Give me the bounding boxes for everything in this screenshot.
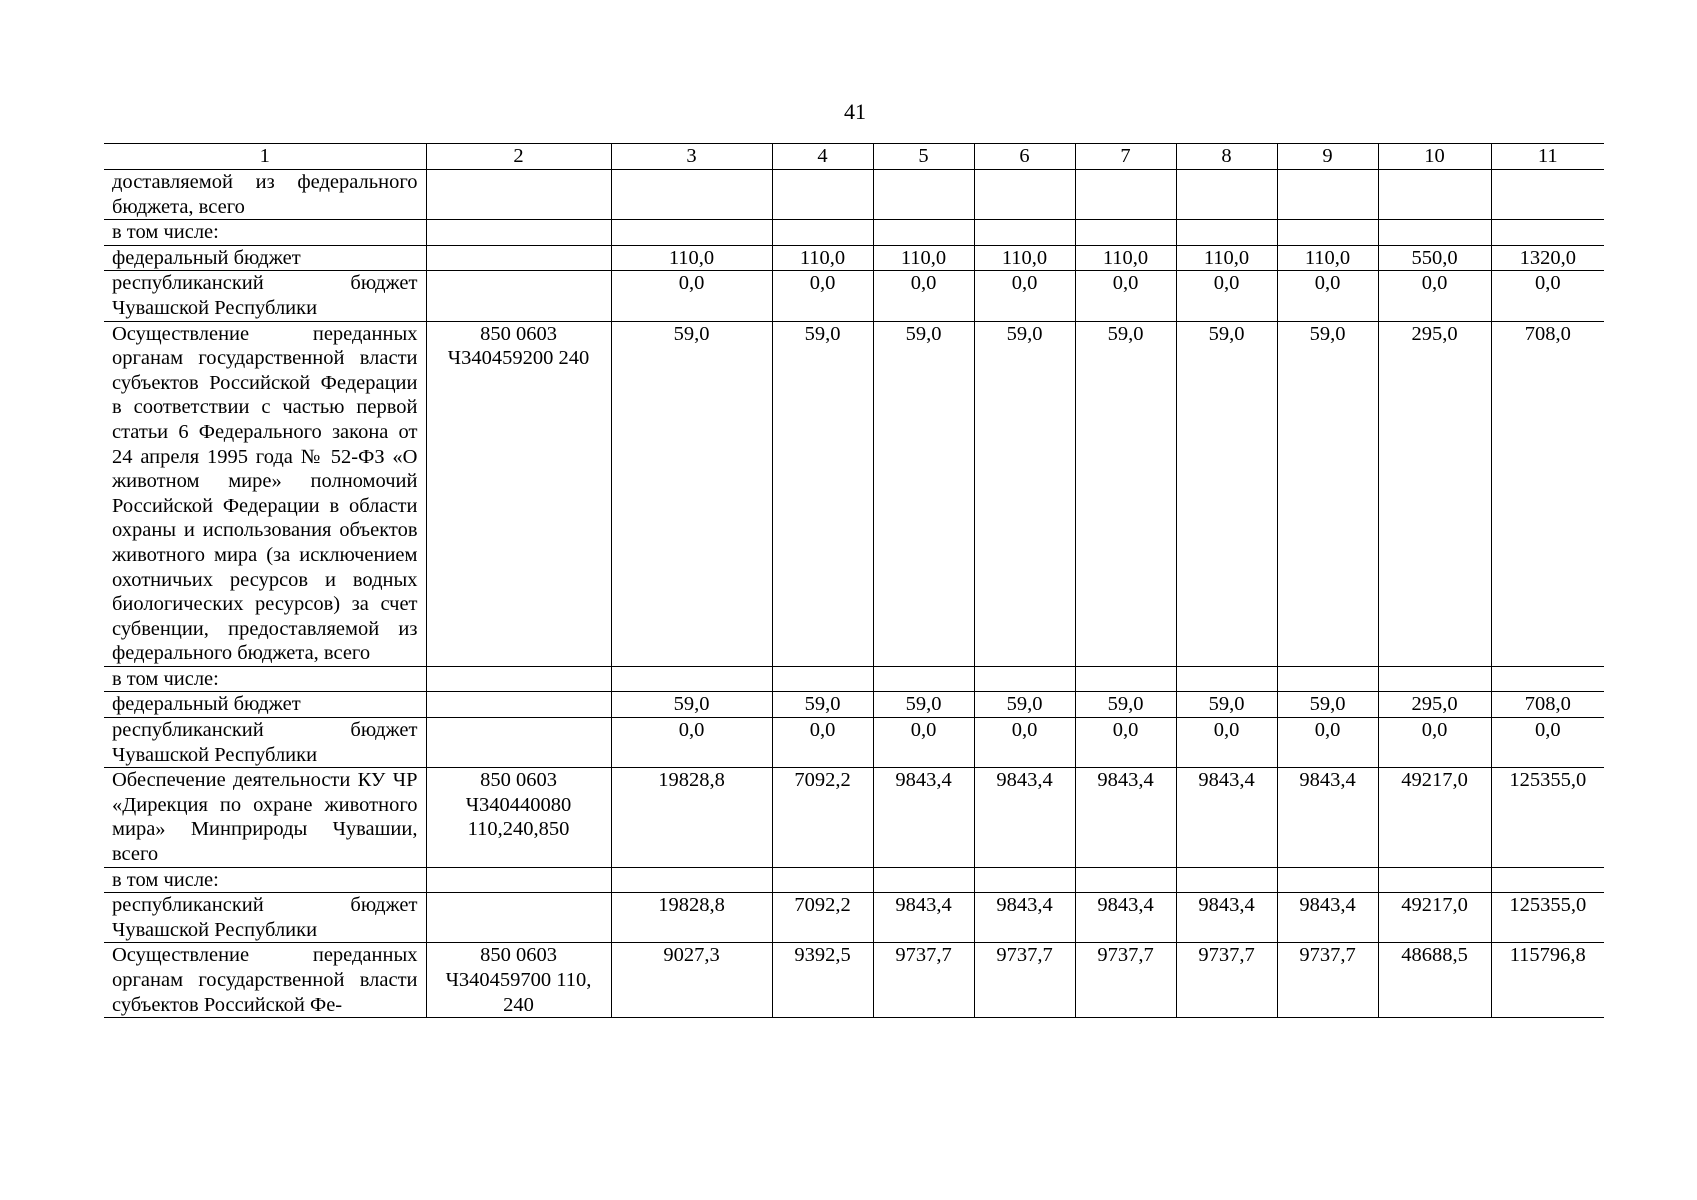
value-cell: 19828,8 (611, 893, 772, 943)
value-cell (1075, 220, 1176, 246)
table-row (104, 170, 1604, 220)
value-cell: 59,0 (1277, 321, 1378, 666)
value-cell: 9843,4 (1277, 893, 1378, 943)
value-cell: 59,0 (772, 692, 873, 718)
value-cell: 0,0 (974, 718, 1075, 768)
value-cell: 0,0 (1378, 718, 1491, 768)
value-cell: 110,0 (873, 245, 974, 271)
budget-code (426, 245, 611, 271)
table-row (104, 692, 1604, 718)
value-cell: 59,0 (1277, 692, 1378, 718)
value-cell: 9843,4 (1176, 768, 1277, 867)
column-header: 2 (426, 144, 611, 170)
value-cell: 9392,5 (772, 943, 873, 1018)
row-label: в том числе: (104, 666, 426, 692)
column-header: 7 (1075, 144, 1176, 170)
table-row (104, 321, 1604, 666)
value-cell: 1320,0 (1491, 245, 1604, 271)
value-cell: 9737,7 (1277, 943, 1378, 1018)
value-cell: 49217,0 (1378, 768, 1491, 867)
value-cell: 110,0 (1075, 245, 1176, 271)
value-cell: 0,0 (772, 718, 873, 768)
value-cell (873, 170, 974, 220)
value-cell: 550,0 (1378, 245, 1491, 271)
value-cell: 59,0 (772, 321, 873, 666)
row-label: республиканский бюджет Чувашской Республики (104, 718, 426, 768)
value-cell (1277, 170, 1378, 220)
value-cell: 9843,4 (873, 768, 974, 867)
value-cell: 59,0 (1176, 692, 1277, 718)
value-cell: 110,0 (1277, 245, 1378, 271)
value-cell: 59,0 (974, 321, 1075, 666)
value-cell (1491, 867, 1604, 893)
value-cell: 48688,5 (1378, 943, 1491, 1018)
row-label: Осуществление переданных органам государственной власти субъектов Российской Федерации в соответствии с частью первой статьи 6 Федерального закона от 24 апреля 1995 года № 52-ФЗ «О животном мире» полномочий Российской Федерации в области охраны и использования объектов животного мира (за исключением охотничьих ресурсов и водных биологических ресурсов) за счет субвенции, предоставляемой из федерального бюджета, всего (104, 321, 426, 666)
row-label: республиканский бюджет Чувашской Республики (104, 271, 426, 321)
value-cell (1378, 666, 1491, 692)
column-header: 9 (1277, 144, 1378, 170)
value-cell (974, 220, 1075, 246)
value-cell: 0,0 (772, 271, 873, 321)
value-cell: 9027,3 (611, 943, 772, 1018)
row-label: доставляемой из федерального бюджета, всего (104, 170, 426, 220)
budget-code (426, 271, 611, 321)
row-label: Осуществление переданных органам государственной власти субъектов Российской Фе- (104, 943, 426, 1018)
value-cell: 0,0 (1075, 718, 1176, 768)
value-cell: 19828,8 (611, 768, 772, 867)
value-cell (873, 666, 974, 692)
value-cell (611, 867, 772, 893)
value-cell: 0,0 (873, 271, 974, 321)
value-cell: 0,0 (611, 718, 772, 768)
value-cell (974, 867, 1075, 893)
budget-code (426, 867, 611, 893)
value-cell (974, 666, 1075, 692)
budget-table (104, 143, 1604, 1018)
value-cell: 7092,2 (772, 768, 873, 867)
value-cell (1176, 220, 1277, 246)
value-cell (1491, 220, 1604, 246)
value-cell (974, 170, 1075, 220)
value-cell: 59,0 (1176, 321, 1277, 666)
value-cell (772, 666, 873, 692)
value-cell (1277, 220, 1378, 246)
value-cell: 295,0 (1378, 692, 1491, 718)
budget-code (426, 666, 611, 692)
table-row (104, 666, 1604, 692)
value-cell: 59,0 (873, 321, 974, 666)
value-cell (1491, 666, 1604, 692)
column-header: 11 (1491, 144, 1604, 170)
value-cell: 110,0 (772, 245, 873, 271)
value-cell: 59,0 (611, 692, 772, 718)
budget-code (426, 692, 611, 718)
value-cell (1176, 170, 1277, 220)
column-header: 1 (104, 144, 426, 170)
value-cell: 110,0 (611, 245, 772, 271)
value-cell: 110,0 (974, 245, 1075, 271)
row-label: в том числе: (104, 867, 426, 893)
value-cell: 59,0 (873, 692, 974, 718)
value-cell (772, 170, 873, 220)
value-cell (1378, 170, 1491, 220)
value-cell (1491, 170, 1604, 220)
value-cell: 295,0 (1378, 321, 1491, 666)
value-cell: 9843,4 (1075, 768, 1176, 867)
value-cell: 59,0 (611, 321, 772, 666)
value-cell: 708,0 (1491, 321, 1604, 666)
row-label: в том числе: (104, 220, 426, 246)
value-cell: 708,0 (1491, 692, 1604, 718)
table-row (104, 943, 1604, 1018)
budget-code: 850 0603 Ч340459200 240 (426, 321, 611, 666)
value-cell: 9843,4 (1277, 768, 1378, 867)
value-cell (1176, 666, 1277, 692)
column-header: 6 (974, 144, 1075, 170)
value-cell: 0,0 (1277, 718, 1378, 768)
value-cell (772, 220, 873, 246)
value-cell: 59,0 (1075, 321, 1176, 666)
table-row (104, 893, 1604, 943)
value-cell (1075, 666, 1176, 692)
value-cell: 0,0 (1075, 271, 1176, 321)
value-cell: 9843,4 (873, 893, 974, 943)
value-cell: 0,0 (611, 271, 772, 321)
value-cell (873, 220, 974, 246)
value-cell: 0,0 (1176, 718, 1277, 768)
column-header: 8 (1176, 144, 1277, 170)
budget-code (426, 220, 611, 246)
column-header: 3 (611, 144, 772, 170)
value-cell: 9737,7 (1075, 943, 1176, 1018)
value-cell (1075, 170, 1176, 220)
row-label: федеральный бюджет (104, 692, 426, 718)
column-header: 5 (873, 144, 974, 170)
value-cell: 0,0 (1378, 271, 1491, 321)
value-cell (1176, 867, 1277, 893)
value-cell (1378, 867, 1491, 893)
value-cell (1378, 220, 1491, 246)
table-row (104, 245, 1604, 271)
value-cell: 0,0 (1491, 718, 1604, 768)
budget-code (426, 718, 611, 768)
table-row (104, 220, 1604, 246)
value-cell: 9843,4 (974, 893, 1075, 943)
value-cell: 125355,0 (1491, 893, 1604, 943)
row-label: Обеспечение деятельности КУ ЧР «Дирекция по охране животного мира» Минприроды Чувашии, всего (104, 768, 426, 867)
value-cell: 9737,7 (873, 943, 974, 1018)
column-header: 4 (772, 144, 873, 170)
value-cell: 9843,4 (1075, 893, 1176, 943)
column-number-row (104, 144, 1604, 170)
column-header: 10 (1378, 144, 1491, 170)
value-cell: 9843,4 (1176, 893, 1277, 943)
value-cell (772, 867, 873, 893)
value-cell: 9737,7 (1176, 943, 1277, 1018)
value-cell (611, 220, 772, 246)
value-cell: 59,0 (974, 692, 1075, 718)
value-cell: 9843,4 (974, 768, 1075, 867)
value-cell: 0,0 (1277, 271, 1378, 321)
value-cell (1277, 666, 1378, 692)
value-cell (1277, 867, 1378, 893)
value-cell: 59,0 (1075, 692, 1176, 718)
value-cell (873, 867, 974, 893)
budget-code: 850 0603 Ч340440080 110,240,850 (426, 768, 611, 867)
value-cell: 0,0 (1176, 271, 1277, 321)
table-row (104, 768, 1604, 867)
budget-code (426, 170, 611, 220)
value-cell: 125355,0 (1491, 768, 1604, 867)
value-cell: 110,0 (1176, 245, 1277, 271)
value-cell: 7092,2 (772, 893, 873, 943)
budget-code: 850 0603 Ч340459700 110, 240 (426, 943, 611, 1018)
value-cell (1075, 867, 1176, 893)
row-label: федеральный бюджет (104, 245, 426, 271)
row-label: республиканский бюджет Чувашской Республики (104, 893, 426, 943)
page-number: 41 (844, 99, 866, 124)
value-cell (611, 170, 772, 220)
value-cell (611, 666, 772, 692)
value-cell: 0,0 (873, 718, 974, 768)
table-body (104, 170, 1604, 1018)
value-cell: 115796,8 (1491, 943, 1604, 1018)
table-row (104, 867, 1604, 893)
table-row (104, 718, 1604, 768)
value-cell: 0,0 (1491, 271, 1604, 321)
value-cell: 9737,7 (974, 943, 1075, 1018)
value-cell: 0,0 (974, 271, 1075, 321)
value-cell: 49217,0 (1378, 893, 1491, 943)
budget-code (426, 893, 611, 943)
table-row (104, 271, 1604, 321)
